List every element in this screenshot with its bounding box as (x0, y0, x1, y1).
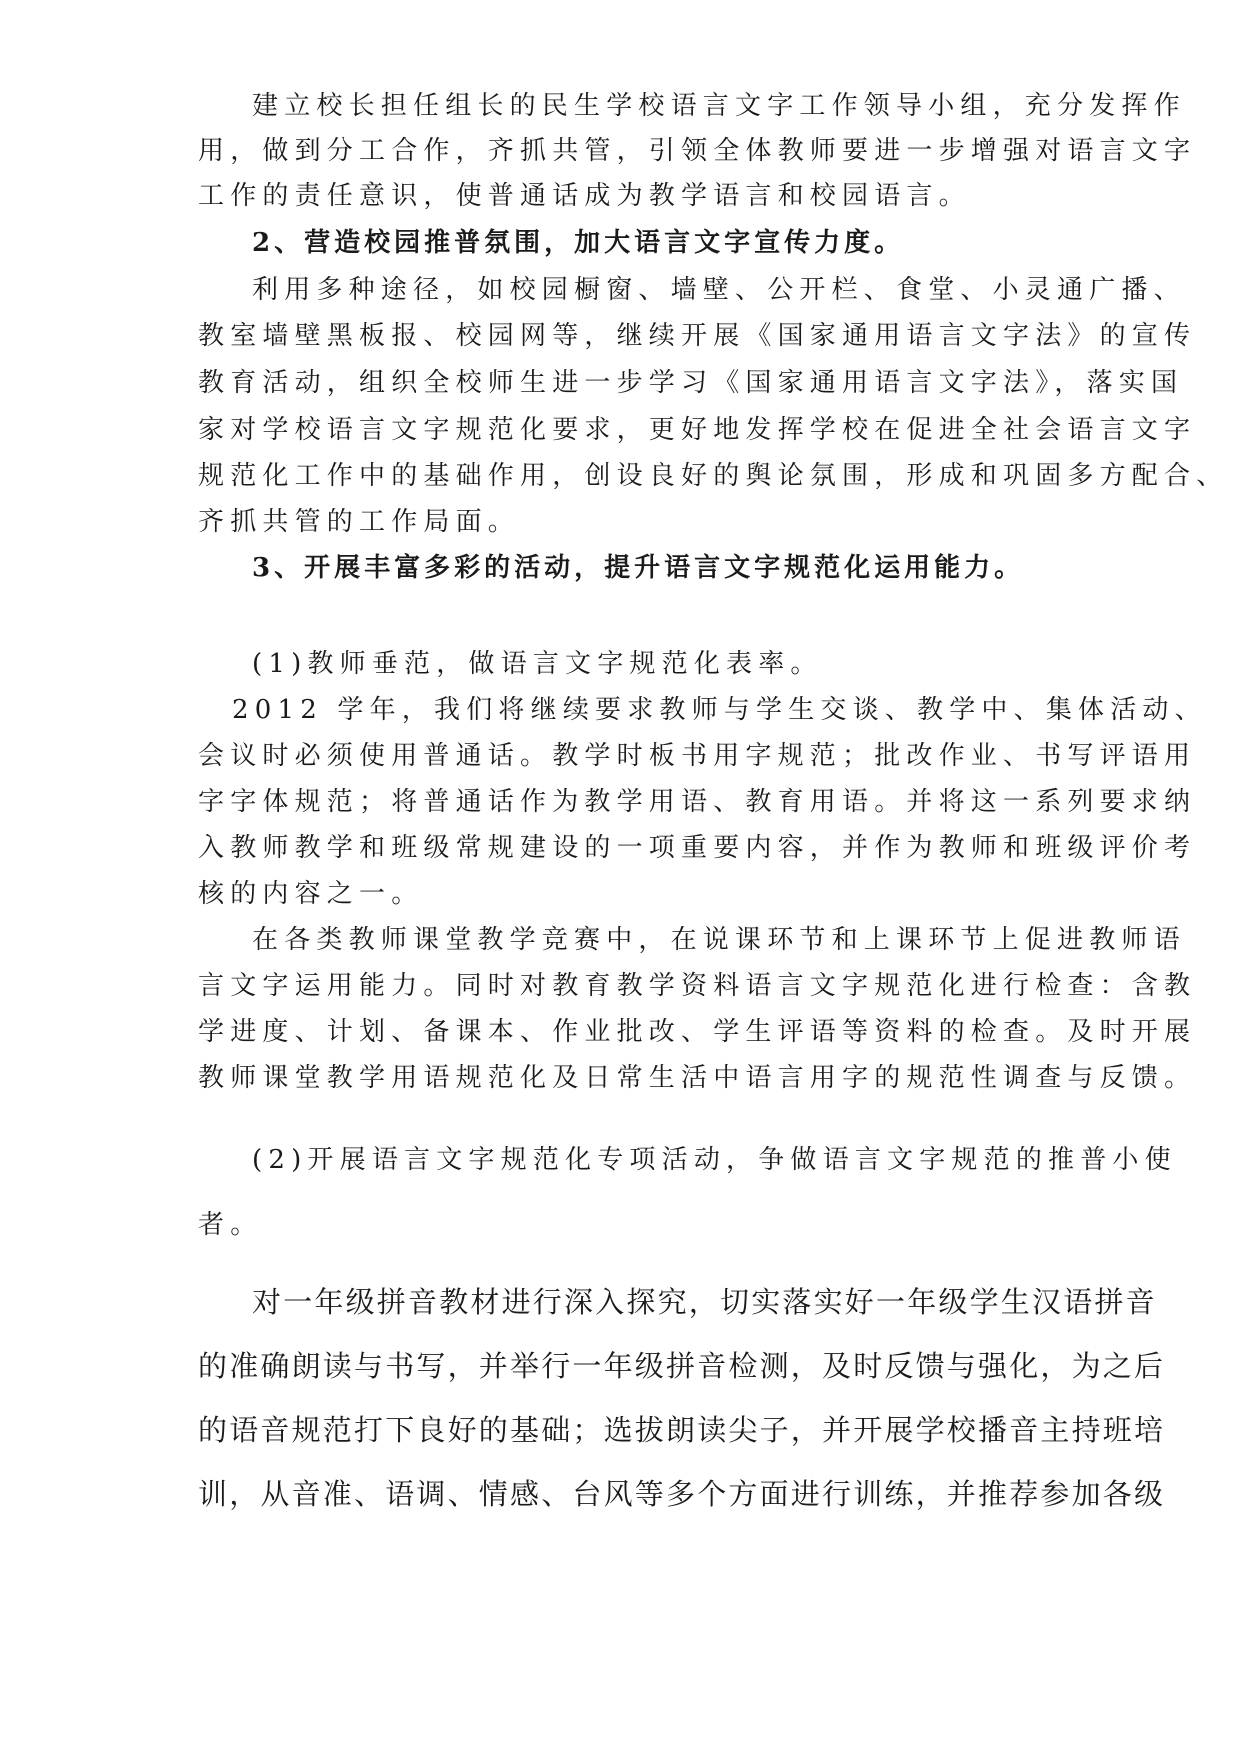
paragraph-line: 利用多种途径，如校园橱窗、墙壁、公开栏、食堂、小灵通广播、 (252, 275, 1186, 305)
paragraph-line: 学进度、计划、备课本、作业批改、学生评语等资料的检查。及时开展 (198, 1017, 1197, 1047)
paragraph-line: 教育活动，组织全校师生进一步学习《国家通用语言文字法》，落实国 (198, 368, 1184, 398)
paragraph-line: 规范化工作中的基础作用，创设良好的舆论氛围，形成和巩固多方配合、 (198, 461, 1229, 491)
paragraph-line: 言文字运用能力。同时对教育教学资料语言文字规范化进行检查：含教 (198, 971, 1197, 1001)
paragraph-line: 2012 学年，我们将继续要求教师与学生交谈、教学中、集体活动、 (232, 695, 1207, 725)
subsection-heading: (2)开展语言文字规范化专项活动，争做语言文字规范的推普小使 (252, 1145, 1177, 1175)
paragraph-line: 入教师教学和班级常规建设的一项重要内容，并作为教师和班级评价考 (198, 833, 1197, 863)
paragraph-line: 的语音规范打下良好的基础；选拔朗读尖子，并开展学校播音主持班培 (198, 1415, 1166, 1447)
paragraph-line: 工作的责任意识，使普通话成为教学语言和校园语言。 (198, 181, 971, 211)
paragraph-line: 在各类教师课堂教学竞赛中，在说课环节和上课环节上促进教师语 (252, 925, 1186, 955)
paragraph-line: 核的内容之一。 (198, 879, 424, 909)
paragraph-line: 齐抓共管的工作局面。 (198, 507, 521, 537)
section-heading: 3、开展丰富多彩的活动，提升语言文字规范化运用能力。 (252, 553, 1025, 583)
paragraph-line: 对一年级拼音教材进行深入探究，切实落实好一年级学生汉语拼音 (252, 1287, 1157, 1319)
paragraph-line: 教室墙壁黑板报、校园网等，继续开展《国家通用语言文字法》的宣传 (198, 321, 1197, 351)
subsection-heading: (1)教师垂范，做语言文字规范化表率。 (252, 649, 823, 679)
paragraph-line: 用，做到分工合作，齐抓共管，引领全体教师要进一步增强对语言文字 (198, 136, 1197, 166)
paragraph-line: 建立校长担任组长的民生学校语言文字工作领导小组，充分发挥作 (252, 91, 1186, 121)
section-heading: 2、营造校园推普氛围，加大语言文字宣传力度。 (252, 228, 905, 258)
paragraph-line: 的准确朗读与书写，并举行一年级拼音检测，及时反馈与强化，为之后 (198, 1351, 1166, 1383)
paragraph-line: 者。 (198, 1210, 263, 1240)
paragraph-line: 字字体规范；将普通话作为教学用语、教育用语。并将这一系列要求纳 (198, 787, 1197, 817)
paragraph-line: 训，从音准、语调、情感、台风等多个方面进行训练，并推荐参加各级 (198, 1479, 1166, 1511)
paragraph-line: 教师课堂教学用语规范化及日常生活中语言用字的规范性调查与反馈。 (198, 1063, 1197, 1093)
paragraph-line: 会议时必须使用普通话。教学时板书用字规范；批改作业、书写评语用 (198, 741, 1197, 771)
paragraph-line: 家对学校语言文字规范化要求，更好地发挥学校在促进全社会语言文字 (198, 415, 1197, 445)
